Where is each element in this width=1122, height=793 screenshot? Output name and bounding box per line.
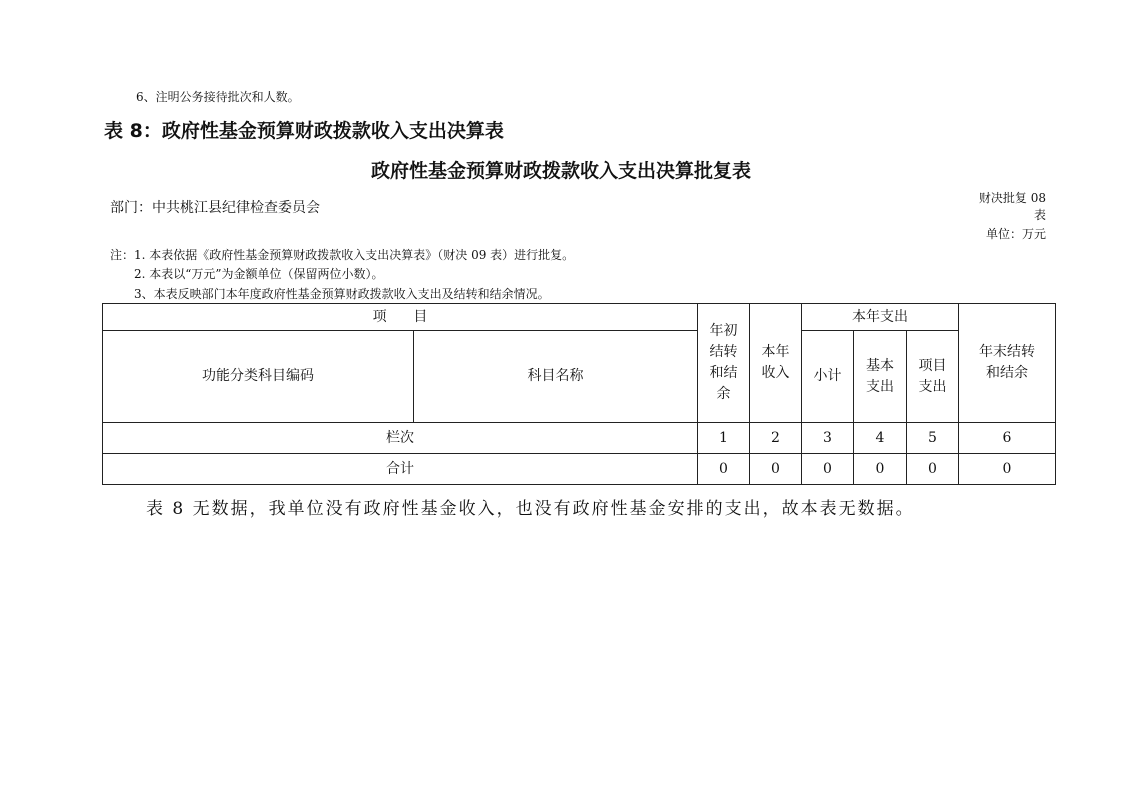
header-begin-line: 年初: [709, 323, 738, 339]
header-begin-line: 和结: [709, 365, 738, 381]
note-line-2: 2. 本表以“万元”为金额单位（保留两位小数）。: [134, 267, 384, 281]
note-line-1: 注：1. 本表依据《政府性基金预算财政拨款收入支出决算表》（财决 09 表）进行批复。: [110, 248, 575, 262]
unit-label: 单位：万元: [985, 227, 1046, 241]
form-code: 财决批复 08: [978, 191, 1046, 205]
header-expense-group: 本年支出: [802, 304, 959, 331]
note-line-3: 3、本表反映部门本年度政府性基金预算财政拨款收入支出及结转和结余情况。: [134, 287, 550, 301]
approval-table: [102, 303, 1056, 485]
header-item: 项 目: [103, 304, 698, 331]
header-basic-line: 基本: [866, 357, 895, 374]
header-end-line: 和结余: [986, 365, 1029, 381]
note-public-reception: 6、注明公务接待批次和人数。: [136, 90, 300, 104]
table-row-total: [103, 454, 1056, 485]
section-heading: 表 8：政府性基金预算财政拨款收入支出决算表: [104, 120, 504, 142]
header-end-balance: [959, 304, 1056, 423]
row-index-cell: 1: [698, 423, 750, 454]
header-basic-line: 支出: [866, 378, 895, 395]
row-total-label: 合计: [103, 454, 698, 485]
header-begin-balance: [698, 304, 750, 423]
header-begin-line: 结转: [709, 344, 738, 360]
header-subject-name: 科目名称: [414, 331, 698, 423]
header-income: [750, 304, 802, 423]
no-data-statement: 表 8 无数据，我单位没有政府性基金收入，也没有政府性基金安排的支出，故本表无数据。: [146, 499, 915, 519]
row-index-cell: 2: [750, 423, 802, 454]
row-total-cell: 0: [750, 454, 802, 485]
header-project-line: 支出: [918, 378, 947, 395]
row-index-cell: 5: [907, 423, 959, 454]
row-index-cell: 3: [802, 423, 854, 454]
row-index-cell: 4: [854, 423, 907, 454]
header-begin-line: 余: [716, 386, 731, 402]
table-row-index: [103, 423, 1056, 454]
header-end-line: 年末结转: [979, 344, 1036, 360]
header-function-code: 功能分类科目编码: [103, 331, 414, 423]
row-index-label: 栏次: [103, 423, 698, 454]
form-code-suffix: 表: [1033, 208, 1046, 222]
department-label: 部门：中共桃江县纪律检查委员会: [110, 200, 320, 216]
header-income-line: 收入: [761, 365, 790, 381]
row-total-cell: 0: [959, 454, 1056, 485]
row-index-cell: 6: [959, 423, 1056, 454]
header-project-line: 项目: [918, 357, 947, 374]
header-subtotal: 小计: [802, 331, 854, 423]
row-total-cell: 0: [698, 454, 750, 485]
row-total-cell: 0: [907, 454, 959, 485]
header-income-line: 本年: [761, 344, 790, 360]
row-total-cell: 0: [802, 454, 854, 485]
row-total-cell: 0: [854, 454, 907, 485]
header-basic-expense: [854, 331, 907, 423]
document-title: 政府性基金预算财政拨款收入支出决算批复表: [370, 160, 751, 182]
header-project-expense: [907, 331, 959, 423]
